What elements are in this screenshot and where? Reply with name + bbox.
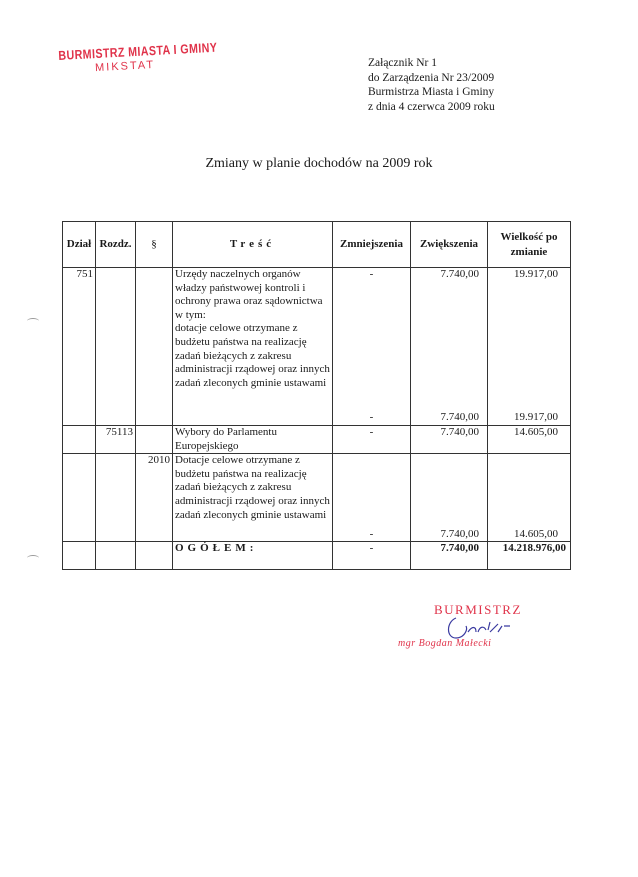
cell-wielkosc: 14.605,00 — [488, 426, 571, 454]
cell-paragraph — [136, 426, 173, 454]
punch-hole-mark — [27, 555, 39, 561]
cell-wielkosc: 14.605,00 — [488, 454, 571, 542]
signature-role: BURMISTRZ — [434, 602, 522, 617]
tresc-main: Urzędy naczelnych organów władzy państwowej kontroli i ochrony prawa oraz sądownictwa — [175, 268, 323, 308]
total-zmniejszenia: - — [333, 542, 411, 570]
cell-dzial: 751 — [63, 268, 96, 426]
total-zwiekszenia: 7.740,00 — [411, 542, 488, 570]
cell-zwiekszenia: 7.740,00 — [411, 454, 488, 542]
table-row — [63, 268, 571, 426]
table-row — [63, 454, 571, 542]
signature-block — [396, 602, 556, 649]
cell-dzial — [63, 454, 96, 542]
cell-zmniejszenia: - — [333, 426, 411, 454]
tresc-sub: dotacje celowe otrzymane z budżetu państwa na realizację zadań bieżących z zakresu administracji rządowej oraz innych zadań zleconych gminie ustawami — [175, 322, 330, 389]
cell-tresc — [173, 268, 333, 426]
annex-line-1: Załącznik Nr 1 — [368, 57, 437, 69]
table-total-row — [63, 542, 571, 570]
signature-name: mgr Bogdan Małecki — [398, 638, 492, 649]
cell-zwiekszenia: 7.740,00 — [411, 426, 488, 454]
cell-rozdz: 75113 — [96, 426, 136, 454]
annex-line-2: do Zarządzenia Nr 23/2009 — [368, 71, 495, 84]
value-bottom: 7.740,00 — [440, 411, 479, 424]
table-header-row — [63, 222, 571, 268]
header-wielkosc: Wielkość po zmianie — [488, 222, 571, 268]
table-row — [63, 426, 571, 454]
cell-dzial — [63, 426, 96, 454]
value-bottom: 19.917,00 — [514, 411, 558, 424]
stamp-line-1: BURMISTRZ MIASTA I GMINY — [58, 39, 218, 63]
header-rozdz: Rozdz. — [96, 222, 136, 268]
handwritten-signature — [444, 612, 524, 642]
cell-dzial — [63, 542, 96, 570]
budget-changes-table — [62, 221, 571, 570]
document-title: Zmiany w planie dochodów na 2009 rok — [205, 156, 433, 171]
stamp-line-2: MIKSTAT — [94, 58, 156, 75]
cell-wielkosc — [488, 268, 571, 426]
cell-paragraph — [136, 542, 173, 570]
annex-line-4: z dnia 4 czerwca 2009 roku — [368, 100, 495, 113]
cell-zmniejszenia: - — [333, 454, 411, 542]
header-zmniejszenia: Zmniejszenia — [333, 222, 411, 268]
cell-tresc: Wybory do Parlamentu Europejskiego — [173, 426, 333, 454]
annex-header — [368, 56, 495, 114]
total-wielkosc: 14.218.976,00 — [488, 542, 571, 570]
header-dzial: Dział — [63, 222, 96, 268]
cell-paragraph: 2010 — [136, 454, 173, 542]
annex-line-3: Burmistrza Miasta i Gminy — [368, 86, 495, 98]
punch-hole-mark — [27, 318, 39, 324]
cell-zwiekszenia — [411, 268, 488, 426]
cell-zmniejszenia — [333, 268, 411, 426]
header-tresc: Treść — [173, 222, 333, 268]
cell-rozdz — [96, 268, 136, 426]
value-top: - — [369, 268, 374, 280]
tresc-wtym: w tym: — [175, 308, 206, 321]
header-paragraph: § — [136, 222, 173, 268]
cell-rozdz — [96, 454, 136, 542]
value-bottom: - — [369, 411, 374, 424]
total-label: OGÓŁEM: — [173, 542, 333, 570]
value-top: 7.740,00 — [440, 268, 479, 280]
cell-tresc: Dotacje celowe otrzymane z budżetu państwa na realizację zadań bieżących z zakresu administracji rządowej oraz innych zadań zleconych gminie ustawami — [173, 454, 333, 542]
cell-rozdz — [96, 542, 136, 570]
official-stamp — [58, 40, 219, 76]
value-top: 19.917,00 — [514, 268, 558, 280]
cell-paragraph — [136, 268, 173, 426]
header-zwiekszenia: Zwiększenia — [411, 222, 488, 268]
